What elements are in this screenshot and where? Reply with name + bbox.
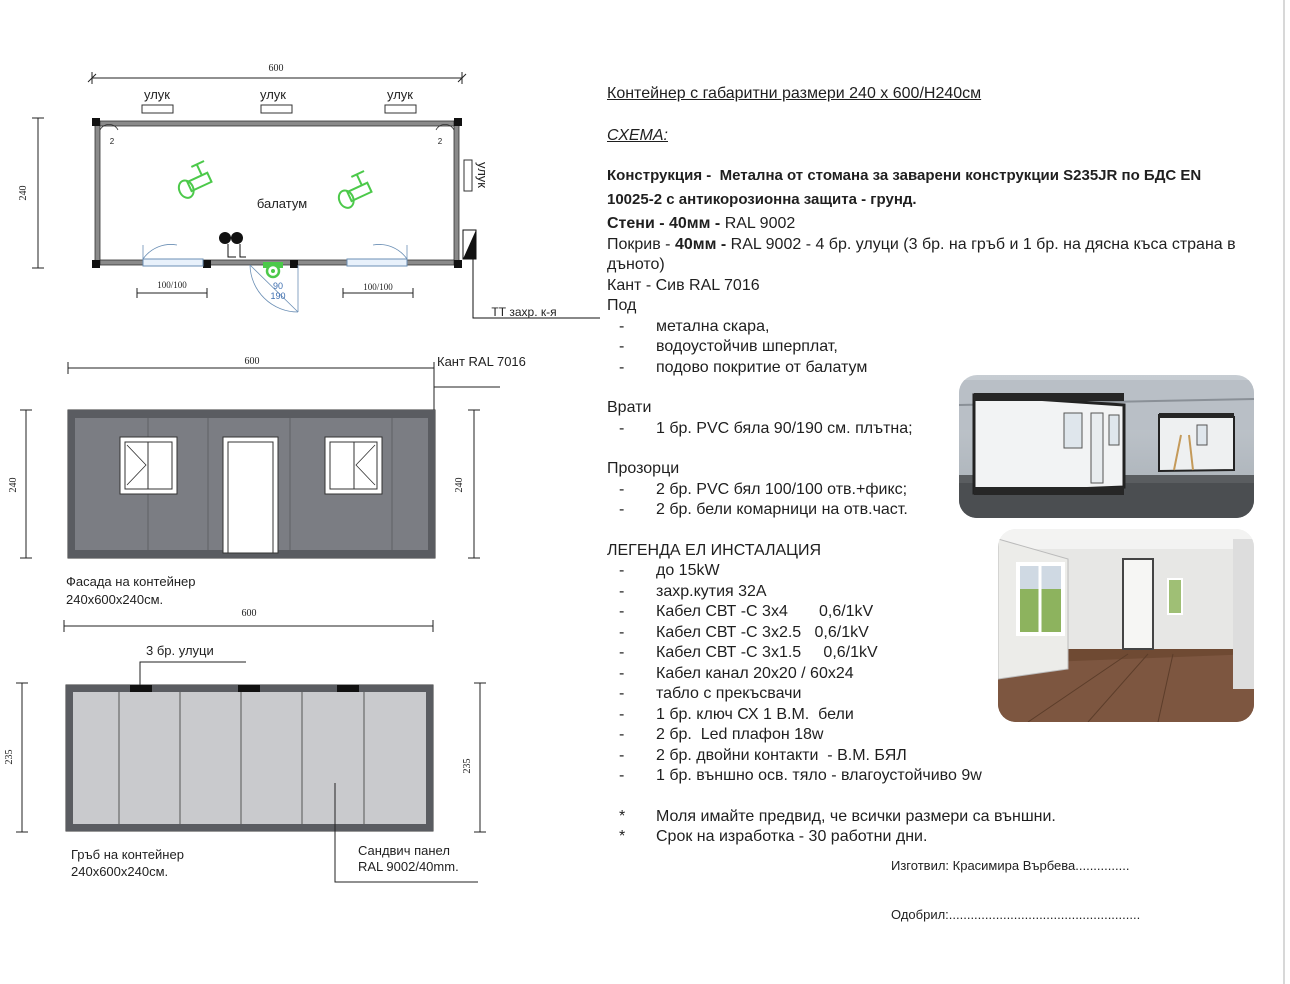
- corner-mark: 2: [109, 137, 115, 146]
- back-wall: [66, 685, 433, 831]
- facade-height-dim-right: 240: [454, 477, 465, 493]
- facade-caption-line2: 240х600х240см.: [66, 592, 164, 607]
- legend-title: ЛЕГЕНДА ЕЛ ИНСТАЛАЦИЯ: [607, 541, 822, 559]
- back-width-dim: 600: [241, 608, 257, 619]
- plan-width-dim: 600: [268, 63, 284, 74]
- floor-item: - метална скара,: [619, 317, 770, 335]
- back-gutter: [238, 685, 260, 692]
- floor-item: - водоустойчив шперплат,: [619, 338, 838, 355]
- facade-height-dim: 240: [8, 477, 19, 493]
- legend-item: - 1 бр. ключ СХ 1 В.М. бели: [619, 705, 854, 723]
- back-gutter: [337, 685, 359, 692]
- roof-value: RAL 9002 - 4 бр. улуци (3 бр. на гръб и 1 бр. на дясна къса страна в дъното): [607, 235, 1236, 273]
- legend-item: - захр.кутия 32А: [619, 582, 767, 600]
- document-title: Контейнер с габаритни размери 240 х 600/Н240см: [607, 85, 982, 102]
- corner-mark: 2: [437, 137, 443, 146]
- prepared-by: Изготвил: Красимира Върбева...............: [891, 858, 1130, 873]
- roof-line: [607, 235, 1237, 276]
- edge-line: Кант - Сив RAL 7016: [607, 276, 760, 294]
- door-item: - 1 бр. PVC бяла 90/190 см. плътна;: [619, 419, 913, 437]
- back-caption-line1: Гръб на контейнер: [71, 847, 184, 862]
- legend-item: - Кабел СВТ -С 3х1.5 0,6/1kV: [619, 644, 878, 661]
- back-gutter: [130, 685, 152, 692]
- facade-window: [120, 437, 177, 494]
- legend-item: - Кабел СВТ -С 3х2.5 0,6/1kV: [619, 623, 869, 641]
- back-panel-line2: RAL 9002/40mm.: [358, 859, 459, 874]
- legend-item: - 2 бр. Led плафон 18w: [619, 726, 824, 743]
- door-dim-bottom: 190: [270, 291, 286, 301]
- window-dim: 100/100: [157, 280, 187, 290]
- legend-item: - табло с прекъсвачи: [619, 685, 802, 702]
- window-item: - 2 бр. бели комарници на отв.част.: [619, 501, 908, 518]
- facade-drawing: [0, 345, 520, 605]
- doors-title: Врати: [607, 399, 652, 416]
- legend-item: - Кабел СВТ -С 3х4 0,6/1kV: [619, 603, 874, 620]
- lamp-icon: [332, 171, 375, 210]
- lamp-icon: [172, 161, 215, 200]
- interior-photo: [998, 529, 1254, 722]
- floor-item: - подово покритие от балатум: [619, 358, 868, 376]
- facade-caption-line1: Фасада на контейнер: [66, 574, 196, 589]
- gutter-label: улук: [144, 87, 170, 102]
- floor-label: балатум: [256, 196, 308, 211]
- exterior-photo: [959, 375, 1254, 518]
- door-dim-top: 90: [272, 281, 284, 291]
- floor-title: Под: [607, 297, 637, 314]
- facade-width-dim: 600: [244, 356, 260, 367]
- switch-icon: [219, 232, 246, 257]
- window-item: - 2 бр. PVC бял 100/100 отв.+фикс;: [619, 480, 908, 498]
- roof-bold: 40мм -: [674, 235, 727, 253]
- back-height-dim-right: 235: [462, 758, 473, 774]
- windows-title: Прозорци: [607, 460, 680, 477]
- note-item: * Срок на изработка - 30 работни дни.: [619, 828, 928, 845]
- roof-label: Покрив -: [607, 235, 671, 253]
- legend-item: - Кабел канал 20х20 / 60х24: [619, 664, 854, 682]
- walls-value: RAL 9002: [724, 215, 796, 232]
- legend-item: - 1 бр. външно осв. тяло - влагоустойчиво 9w: [619, 767, 982, 784]
- construction-label: Конструкция -: [607, 167, 712, 184]
- power-label: ТТ захр. к-я: [491, 305, 557, 319]
- back-panel-line1: Сандвич панел: [358, 843, 450, 858]
- facade-window: [325, 437, 382, 494]
- window-dim: 100/100: [363, 282, 393, 292]
- gutter-label: улук: [260, 87, 286, 102]
- ceiling-light-icon: [263, 262, 283, 277]
- floor-plan: [0, 0, 600, 330]
- schema-heading: СХЕМА:: [607, 127, 668, 144]
- construction-text: Метална от стомана за заварени конструкции S235JR по БДС EN 10025-2 с антикорозионна защита - грунд.: [607, 167, 1202, 208]
- gutter-label-right: улук: [475, 162, 490, 188]
- walls-label: Стени - 40мм -: [607, 215, 721, 232]
- back-height-dim: 235: [4, 749, 15, 765]
- construction-line: [607, 164, 1247, 212]
- note-item: * Моля имайте предвид, че всички размери са външни.: [619, 807, 1056, 825]
- legend-item: - до 15kW: [619, 562, 720, 579]
- facade-edge-note: Кант RAL 7016: [437, 354, 526, 369]
- approved-by: Одобрил:.....................................................: [891, 907, 1141, 922]
- facade-door: [223, 437, 278, 553]
- back-gutters-note: 3 бр. улуци: [146, 643, 214, 658]
- page-edge-line: [1283, 0, 1285, 984]
- gutter-label: улук: [387, 87, 413, 102]
- legend-item: - 2 бр. двойни контакти - В.М. БЯЛ: [619, 746, 907, 764]
- back-caption-line2: 240х600х240см.: [71, 864, 169, 879]
- walls-line: [607, 214, 1247, 235]
- plan-height-dim: 240: [18, 185, 29, 201]
